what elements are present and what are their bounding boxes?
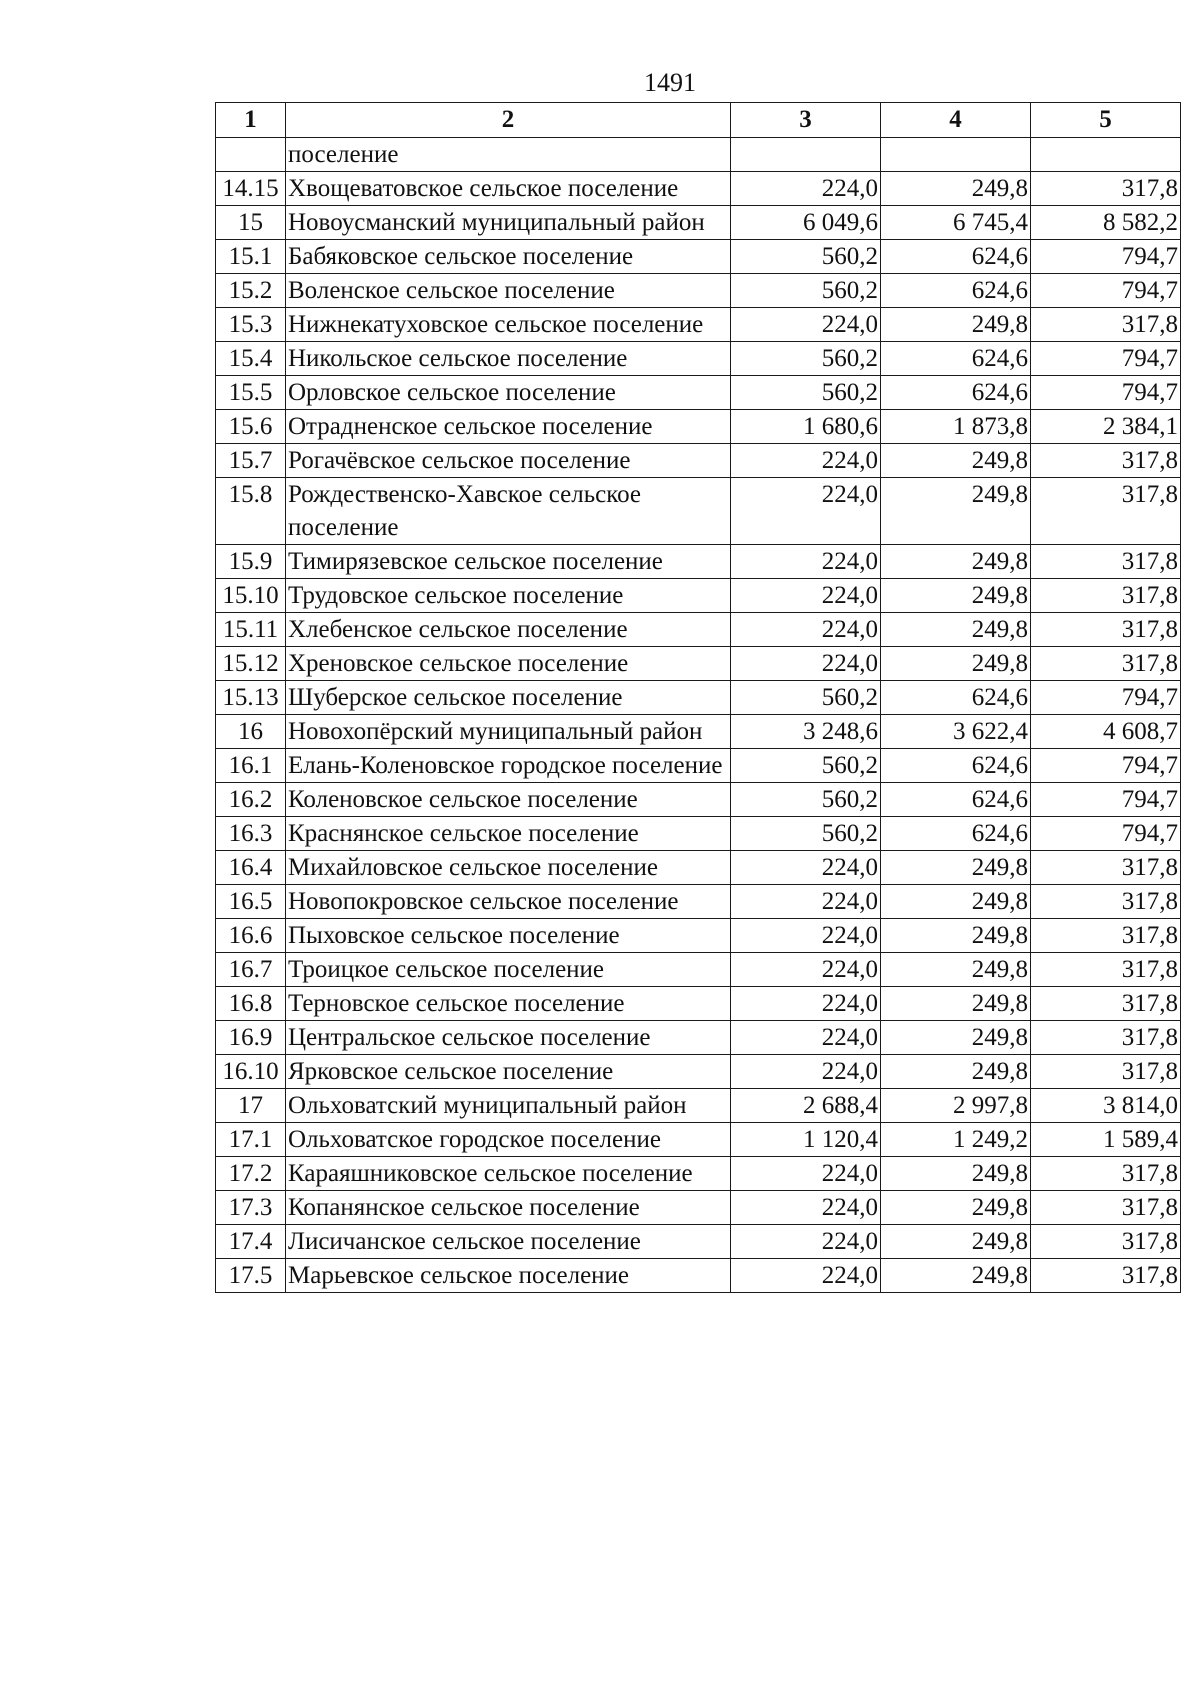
- row-number: 17.4: [216, 1225, 286, 1259]
- row-number: 15.12: [216, 647, 286, 681]
- table-row: [216, 749, 1181, 783]
- table-row: [216, 715, 1181, 749]
- value-col-5: 794,7: [1031, 749, 1181, 783]
- value-col-5: 317,8: [1031, 987, 1181, 1021]
- column-header-1: 1: [216, 103, 286, 138]
- value-col-5: 2 384,1: [1031, 410, 1181, 444]
- table-row: [216, 342, 1181, 376]
- value-col-4: 249,8: [881, 1055, 1031, 1089]
- settlement-name: поселение: [286, 138, 731, 172]
- value-col-5: 317,8: [1031, 1225, 1181, 1259]
- table-row: [216, 376, 1181, 410]
- value-col-3: 224,0: [731, 545, 881, 579]
- value-col-3: 560,2: [731, 783, 881, 817]
- value-col-4: 624,6: [881, 749, 1031, 783]
- settlement-name: Ольховатское городское поселение: [286, 1123, 731, 1157]
- value-col-3: 224,0: [731, 885, 881, 919]
- row-number: 15.3: [216, 308, 286, 342]
- column-header-5: 5: [1031, 103, 1181, 138]
- value-col-5: 317,8: [1031, 851, 1181, 885]
- table-row: [216, 274, 1181, 308]
- settlement-name: Копанянское сельское поселение: [286, 1191, 731, 1225]
- value-col-5: 3 814,0: [1031, 1089, 1181, 1123]
- settlement-name: Новопокровское сельское поселение: [286, 885, 731, 919]
- row-number: 17.1: [216, 1123, 286, 1157]
- value-col-4: 249,8: [881, 647, 1031, 681]
- settlement-name: Отрадненское сельское поселение: [286, 410, 731, 444]
- settlement-name: Нижнекатуховское сельское поселение: [286, 308, 731, 342]
- row-number: 16.4: [216, 851, 286, 885]
- value-col-3: 224,0: [731, 478, 881, 545]
- settlement-name: Коленовское сельское поселение: [286, 783, 731, 817]
- settlement-name: Никольское сельское поселение: [286, 342, 731, 376]
- value-col-3: 6 049,6: [731, 206, 881, 240]
- value-col-4: [881, 138, 1031, 172]
- header-row: [216, 103, 1181, 138]
- value-col-3: 560,2: [731, 240, 881, 274]
- settlement-name: Пыховское сельское поселение: [286, 919, 731, 953]
- settlement-name: Терновское сельское поселение: [286, 987, 731, 1021]
- settlement-name: Новохопёрский муниципальный район: [286, 715, 731, 749]
- value-col-3: 560,2: [731, 376, 881, 410]
- table-row: [216, 953, 1181, 987]
- table-row: [216, 817, 1181, 851]
- settlement-name: Бабяковское сельское поселение: [286, 240, 731, 274]
- value-col-4: 249,8: [881, 172, 1031, 206]
- value-col-5: 794,7: [1031, 376, 1181, 410]
- table-row: [216, 545, 1181, 579]
- table-row: [216, 1055, 1181, 1089]
- value-col-3: 224,0: [731, 647, 881, 681]
- value-col-3: 224,0: [731, 919, 881, 953]
- value-col-5: 794,7: [1031, 681, 1181, 715]
- settlement-name: Ярковское сельское поселение: [286, 1055, 731, 1089]
- value-col-3: 224,0: [731, 1055, 881, 1089]
- table-body: [216, 138, 1181, 1293]
- row-number: 16.2: [216, 783, 286, 817]
- settlement-name: Хвощеватовское сельское поселение: [286, 172, 731, 206]
- table-row: [216, 1021, 1181, 1055]
- value-col-5: 317,8: [1031, 647, 1181, 681]
- value-col-5: 317,8: [1031, 953, 1181, 987]
- column-header-3: 3: [731, 103, 881, 138]
- row-number: 16.3: [216, 817, 286, 851]
- value-col-3: 224,0: [731, 172, 881, 206]
- value-col-3: 1 680,6: [731, 410, 881, 444]
- value-col-3: 224,0: [731, 1021, 881, 1055]
- settlement-name: Шуберское сельское поселение: [286, 681, 731, 715]
- value-col-5: 317,8: [1031, 1021, 1181, 1055]
- value-col-3: 560,2: [731, 817, 881, 851]
- row-number: 15.11: [216, 613, 286, 647]
- value-col-3: 224,0: [731, 613, 881, 647]
- row-number: 15.1: [216, 240, 286, 274]
- value-col-5: 317,8: [1031, 579, 1181, 613]
- value-col-5: 794,7: [1031, 817, 1181, 851]
- row-number: 15.4: [216, 342, 286, 376]
- settlement-name: Краснянское сельское поселение: [286, 817, 731, 851]
- value-col-5: 8 582,2: [1031, 206, 1181, 240]
- row-number: 15.7: [216, 444, 286, 478]
- value-col-4: 624,6: [881, 783, 1031, 817]
- value-col-4: 249,8: [881, 444, 1031, 478]
- value-col-3: 2 688,4: [731, 1089, 881, 1123]
- table-header: [216, 103, 1181, 138]
- table-row: [216, 240, 1181, 274]
- table-row: [216, 1191, 1181, 1225]
- value-col-5: 317,8: [1031, 545, 1181, 579]
- table-row: [216, 444, 1181, 478]
- row-number: 16.5: [216, 885, 286, 919]
- row-number: 15.10: [216, 579, 286, 613]
- settlement-name: Центральское сельское поселение: [286, 1021, 731, 1055]
- table-row: [216, 138, 1181, 172]
- value-col-4: 2 997,8: [881, 1089, 1031, 1123]
- value-col-5: 317,8: [1031, 1259, 1181, 1293]
- value-col-3: 224,0: [731, 444, 881, 478]
- value-col-3: 224,0: [731, 987, 881, 1021]
- settlement-name: Новоусманский муниципальный район: [286, 206, 731, 240]
- value-col-5: 317,8: [1031, 172, 1181, 206]
- settlement-name: Марьевское сельское поселение: [286, 1259, 731, 1293]
- row-number: [216, 138, 286, 172]
- value-col-3: 224,0: [731, 1259, 881, 1293]
- value-col-3: 224,0: [731, 1157, 881, 1191]
- value-col-3: 1 120,4: [731, 1123, 881, 1157]
- value-col-5: 317,8: [1031, 444, 1181, 478]
- table-row: [216, 681, 1181, 715]
- row-number: 15.13: [216, 681, 286, 715]
- value-col-3: 3 248,6: [731, 715, 881, 749]
- table-row: [216, 172, 1181, 206]
- value-col-4: 1 873,8: [881, 410, 1031, 444]
- value-col-5: 317,8: [1031, 885, 1181, 919]
- page-number: 1491: [644, 68, 696, 97]
- value-col-4: 249,8: [881, 1191, 1031, 1225]
- row-number: 15.9: [216, 545, 286, 579]
- settlement-name: Орловское сельское поселение: [286, 376, 731, 410]
- row-number: 16.7: [216, 953, 286, 987]
- value-col-5: 317,8: [1031, 1157, 1181, 1191]
- value-col-5: 317,8: [1031, 613, 1181, 647]
- value-col-4: 249,8: [881, 545, 1031, 579]
- value-col-4: 249,8: [881, 885, 1031, 919]
- row-number: 17.3: [216, 1191, 286, 1225]
- settlement-name: Караяшниковское сельское поселение: [286, 1157, 731, 1191]
- settlement-name: Трудовское сельское поселение: [286, 579, 731, 613]
- settlement-name: Михайловское сельское поселение: [286, 851, 731, 885]
- row-number: 16.10: [216, 1055, 286, 1089]
- value-col-3: [731, 138, 881, 172]
- row-number: 15.2: [216, 274, 286, 308]
- settlement-name: Воленское сельское поселение: [286, 274, 731, 308]
- column-header-2: 2: [286, 103, 731, 138]
- value-col-3: 224,0: [731, 953, 881, 987]
- table-row: [216, 885, 1181, 919]
- value-col-3: 560,2: [731, 681, 881, 715]
- table-row: [216, 613, 1181, 647]
- settlement-name: Троицкое сельское поселение: [286, 953, 731, 987]
- value-col-5: 794,7: [1031, 274, 1181, 308]
- value-col-3: 224,0: [731, 1191, 881, 1225]
- value-col-4: 249,8: [881, 478, 1031, 545]
- value-col-5: 317,8: [1031, 308, 1181, 342]
- value-col-4: 6 745,4: [881, 206, 1031, 240]
- value-col-3: 560,2: [731, 274, 881, 308]
- row-number: 15.8: [216, 478, 286, 545]
- value-col-4: 1 249,2: [881, 1123, 1031, 1157]
- row-number: 16: [216, 715, 286, 749]
- table-row: [216, 1089, 1181, 1123]
- value-col-4: 624,6: [881, 817, 1031, 851]
- row-number: 15.6: [216, 410, 286, 444]
- settlement-name: Рождественско-Хавское сельское поселение: [286, 478, 731, 545]
- value-col-5: 317,8: [1031, 1055, 1181, 1089]
- row-number: 14.15: [216, 172, 286, 206]
- table-row: [216, 987, 1181, 1021]
- value-col-4: 249,8: [881, 987, 1031, 1021]
- value-col-4: 249,8: [881, 919, 1031, 953]
- value-col-4: 3 622,4: [881, 715, 1031, 749]
- row-number: 16.9: [216, 1021, 286, 1055]
- value-col-4: 249,8: [881, 613, 1031, 647]
- value-col-4: 249,8: [881, 1259, 1031, 1293]
- table-row: [216, 308, 1181, 342]
- row-number: 15: [216, 206, 286, 240]
- value-col-4: 249,8: [881, 851, 1031, 885]
- value-col-5: 317,8: [1031, 478, 1181, 545]
- value-col-5: 794,7: [1031, 240, 1181, 274]
- table-row: [216, 919, 1181, 953]
- value-col-3: 560,2: [731, 342, 881, 376]
- table-row: [216, 579, 1181, 613]
- value-col-3: 560,2: [731, 749, 881, 783]
- row-number: 15.5: [216, 376, 286, 410]
- value-col-5: 317,8: [1031, 1191, 1181, 1225]
- table-row: [216, 647, 1181, 681]
- value-col-5: [1031, 138, 1181, 172]
- value-col-4: 624,6: [881, 240, 1031, 274]
- settlement-name: Рогачёвское сельское поселение: [286, 444, 731, 478]
- value-col-3: 224,0: [731, 579, 881, 613]
- row-number: 17.2: [216, 1157, 286, 1191]
- value-col-4: 624,6: [881, 274, 1031, 308]
- row-number: 17: [216, 1089, 286, 1123]
- value-col-5: 794,7: [1031, 783, 1181, 817]
- value-col-4: 249,8: [881, 953, 1031, 987]
- value-col-4: 249,8: [881, 1225, 1031, 1259]
- settlement-name: Тимирязевское сельское поселение: [286, 545, 731, 579]
- value-col-5: 4 608,7: [1031, 715, 1181, 749]
- table-row: [216, 206, 1181, 240]
- value-col-5: 794,7: [1031, 342, 1181, 376]
- value-col-4: 249,8: [881, 1021, 1031, 1055]
- value-col-5: 1 589,4: [1031, 1123, 1181, 1157]
- settlement-name: Елань-Коленовское городское поселение: [286, 749, 731, 783]
- column-header-4: 4: [881, 103, 1031, 138]
- table-row: [216, 851, 1181, 885]
- value-col-5: 317,8: [1031, 919, 1181, 953]
- table-row: [216, 1259, 1181, 1293]
- row-number: 16.8: [216, 987, 286, 1021]
- settlement-name: Ольховатский муниципальный район: [286, 1089, 731, 1123]
- row-number: 16.1: [216, 749, 286, 783]
- table-row: [216, 1123, 1181, 1157]
- table-row: [216, 410, 1181, 444]
- settlement-name: Хреновское сельское поселение: [286, 647, 731, 681]
- value-col-3: 224,0: [731, 308, 881, 342]
- value-col-4: 249,8: [881, 308, 1031, 342]
- value-col-4: 249,8: [881, 1157, 1031, 1191]
- row-number: 16.6: [216, 919, 286, 953]
- settlement-name: Хлебенское сельское поселение: [286, 613, 731, 647]
- value-col-3: 224,0: [731, 1225, 881, 1259]
- value-col-4: 624,6: [881, 681, 1031, 715]
- row-number: 17.5: [216, 1259, 286, 1293]
- budget-table: [215, 102, 1181, 1293]
- table-row: [216, 1157, 1181, 1191]
- value-col-3: 224,0: [731, 851, 881, 885]
- value-col-4: 624,6: [881, 376, 1031, 410]
- settlement-name: Лисичанское сельское поселение: [286, 1225, 731, 1259]
- table-row: [216, 783, 1181, 817]
- value-col-4: 624,6: [881, 342, 1031, 376]
- value-col-4: 249,8: [881, 579, 1031, 613]
- table-row: [216, 1225, 1181, 1259]
- table-row: [216, 478, 1181, 545]
